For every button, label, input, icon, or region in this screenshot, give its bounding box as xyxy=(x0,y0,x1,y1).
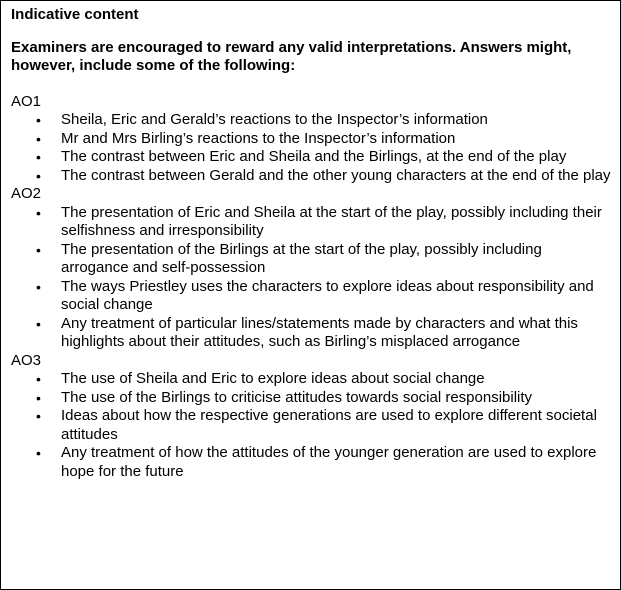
section-ao3 xyxy=(11,352,611,482)
bullet-icon: • xyxy=(36,278,41,295)
bullet-icon: • xyxy=(36,112,41,128)
list-item-text: Any treatment of particular lines/statements made by characters and what this highlights about their attitudes, such as Birling’s misplaced arrogance xyxy=(61,314,578,350)
list-item-text: Sheila, Eric and Gerald’s reactions to the Inspector’s information xyxy=(61,111,488,128)
list-item xyxy=(11,370,611,389)
intro-text: Examiners are encouraged to reward any valid interpretations. Answers might, however, include some of the following: xyxy=(11,38,572,74)
list-item xyxy=(11,389,611,408)
list-item-text: The use of the Birlings to criticise attitudes towards social responsibility xyxy=(61,388,533,406)
bullet-icon: • xyxy=(36,241,41,258)
list-item-text: The contrast between Gerald and the other young characters at the end of the play xyxy=(61,166,611,184)
bullet-list xyxy=(11,370,611,481)
page-title: Indicative content xyxy=(11,6,139,23)
list-item-text: The ways Priestley uses the characters to explore ideas about responsibility and social change xyxy=(61,277,594,313)
bullet-icon: • xyxy=(36,315,41,332)
bullet-icon: • xyxy=(36,130,41,147)
list-item-text: The presentation of the Birlings at the start of the play, possibly including arrogance and self-possession xyxy=(61,240,542,276)
bullet-icon: • xyxy=(36,389,41,406)
list-item xyxy=(11,278,611,315)
list-item xyxy=(11,111,611,130)
section-ao2 xyxy=(11,185,611,352)
list-item-text: The contrast between Eric and Sheila and the Birlings, at the end of the play xyxy=(61,148,567,165)
bullet-icon: • xyxy=(36,149,41,165)
content-body xyxy=(11,6,611,481)
bullet-icon: • xyxy=(36,204,41,221)
list-item-text: Mr and Mrs Birling’s reactions to the Inspector’s information xyxy=(61,129,456,147)
list-item-text: Any treatment of how the attitudes of the younger generation are used to explore hope for the future xyxy=(61,444,597,480)
bullet-list xyxy=(11,204,611,352)
list-item-text: The presentation of Eric and Sheila at the start of the play, possibly including their selfishness and irresponsibility xyxy=(61,203,602,239)
list-item xyxy=(11,130,611,149)
section-label: AO1 xyxy=(11,92,42,110)
list-item xyxy=(11,315,611,352)
bullet-icon: • xyxy=(36,167,41,184)
list-item xyxy=(11,148,611,167)
list-item xyxy=(11,167,611,186)
list-item-text: Ideas about how the respective generations are used to explore different societal attitudes xyxy=(61,407,597,443)
bullet-icon: • xyxy=(36,445,41,461)
list-item xyxy=(11,204,611,241)
section-label: AO2 xyxy=(11,185,42,202)
bullet-list xyxy=(11,111,611,185)
bullet-icon: • xyxy=(36,371,41,387)
list-item xyxy=(11,444,611,481)
list-item xyxy=(11,241,611,278)
section-label: AO3 xyxy=(11,351,42,369)
list-item xyxy=(11,407,611,444)
bullet-icon: • xyxy=(36,408,41,424)
section-ao1 xyxy=(11,93,611,186)
list-item-text: The use of Sheila and Eric to explore ideas about social change xyxy=(61,370,485,387)
